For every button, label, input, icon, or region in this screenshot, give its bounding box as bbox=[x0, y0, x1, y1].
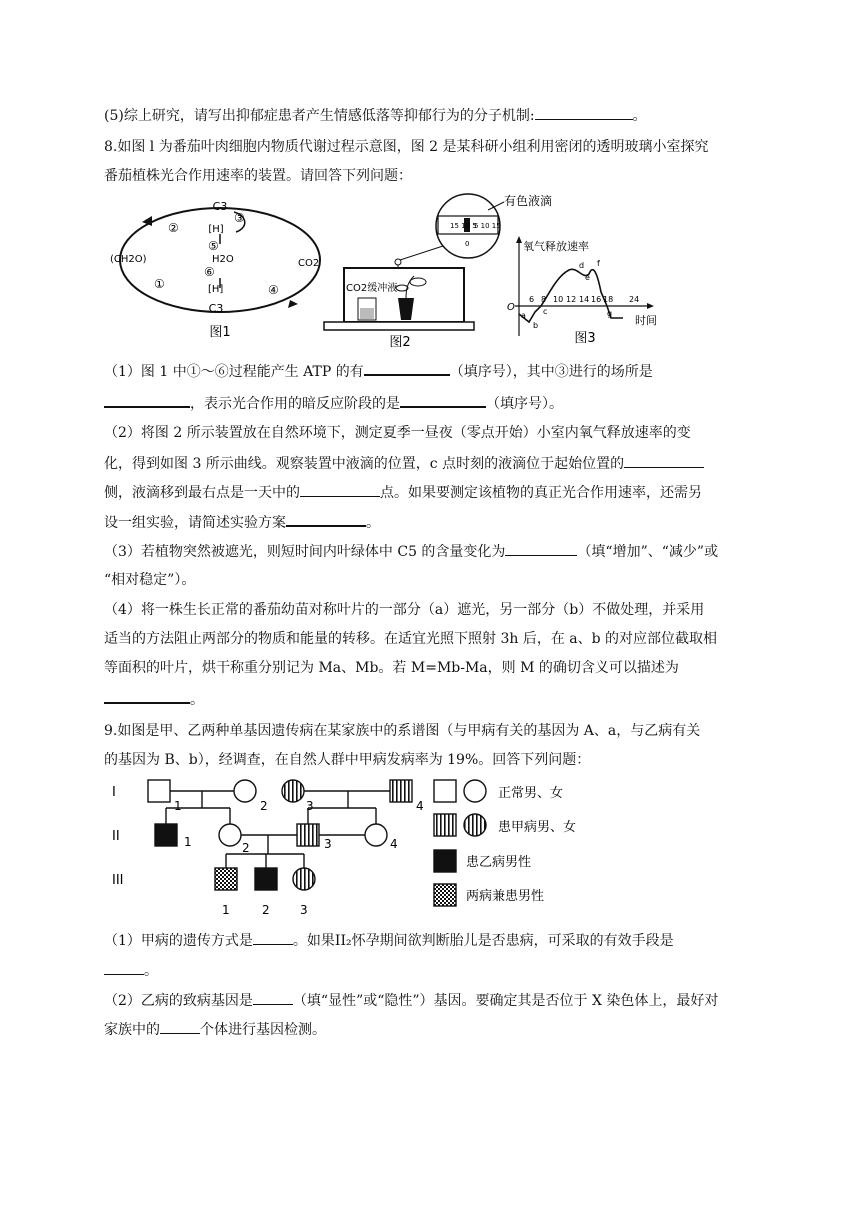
text-line bbox=[104, 750, 590, 770]
pedigree-id-label: 3 bbox=[306, 799, 314, 813]
answer-blank[interactable] bbox=[624, 453, 704, 468]
text-line bbox=[104, 600, 704, 620]
figure-1-metabolism-cycle bbox=[108, 196, 338, 346]
gen-label-i: I bbox=[112, 785, 116, 800]
text-segment: 个体进行基因检测。 bbox=[200, 1022, 326, 1038]
fig1-h2o: H2O bbox=[212, 254, 234, 265]
fig3-point-e: e bbox=[585, 273, 590, 282]
text-segment: （2）乙病的致病基因是 bbox=[104, 993, 253, 1009]
text-segment: 化，得到如图 3 所示曲线。观察装置中液滴的位置，c 点时刻的液滴位于起始位置的 bbox=[104, 456, 625, 472]
fig3-xlabel: 时间 bbox=[635, 314, 657, 327]
figure-2-apparatus bbox=[318, 190, 553, 350]
text-segment: 点。如果要测定该植物的真正光合作用速率，还需另 bbox=[380, 485, 702, 501]
pedigree-id-label: 1 bbox=[174, 799, 182, 813]
fig1-ch2o: (CH2O) bbox=[110, 254, 147, 265]
text-line bbox=[104, 105, 647, 126]
fig2-caption: 图2 bbox=[389, 335, 411, 350]
text-segment: 设一组实验，请简述实验方案 bbox=[104, 515, 286, 531]
answer-blank[interactable] bbox=[535, 105, 633, 120]
answer-blank[interactable] bbox=[286, 511, 366, 527]
text-segment: 。如果II₂怀孕期间欲判断胎儿是否患病，可采取的有效手段是 bbox=[292, 933, 674, 949]
answer-blank[interactable] bbox=[253, 930, 293, 945]
pedigree-id-label: 1 bbox=[222, 903, 230, 917]
pedigree-id-label: 2 bbox=[242, 841, 250, 855]
fig1-step-1: ① bbox=[154, 277, 165, 291]
fig1-step-3: ③ bbox=[234, 211, 245, 225]
fig3-caption: 图3 bbox=[574, 331, 596, 346]
fig1-c3-bottom: C3 bbox=[208, 302, 224, 315]
fig3-point-b: b bbox=[533, 321, 539, 330]
legend-disease-b-male: 患乙病男性 bbox=[466, 855, 532, 870]
pedigree-id-label: 2 bbox=[262, 903, 270, 917]
fig3-point-a: a bbox=[521, 311, 526, 320]
answer-blank[interactable] bbox=[160, 1019, 200, 1034]
fig1-step-4: ④ bbox=[268, 283, 279, 297]
fig3-tick-8: 8 bbox=[541, 295, 547, 304]
text-line bbox=[104, 360, 653, 382]
fig3-point-c: c bbox=[543, 307, 548, 316]
fig3-ylabel: 氧气释放速率 bbox=[523, 240, 589, 253]
fig3-tick-10: 10 bbox=[553, 295, 564, 304]
fig2-buffer-label: CO2缓冲液 bbox=[346, 283, 398, 294]
fig2-scale-right: 5 10 15 bbox=[474, 222, 501, 230]
text-line bbox=[104, 721, 700, 741]
fig3-point-g: g bbox=[607, 309, 613, 318]
text-line bbox=[104, 658, 679, 678]
fig2-droplet-label: 有色液滴 bbox=[504, 194, 553, 208]
fig1-co2: CO2 bbox=[298, 258, 320, 269]
fig1-c3-top: C3 bbox=[212, 200, 228, 213]
text-segment: （填序号），其中③进行的场所是 bbox=[449, 364, 653, 380]
text-segment: 。 bbox=[144, 963, 158, 979]
pedigree-id-label: 2 bbox=[260, 799, 268, 813]
text-segment: 9.如图是甲、乙两种单基因遗传病在某家族中的系谱图（与甲病有关的基因为 A、a，与乙病有关 bbox=[104, 723, 701, 739]
answer-blank[interactable] bbox=[104, 960, 144, 975]
fig3-tick-18: 18 bbox=[603, 295, 614, 304]
fig1-caption: 图1 bbox=[209, 325, 231, 340]
text-segment: “相对稳定”）。 bbox=[104, 572, 196, 588]
fig1-step-6: ⑥ bbox=[204, 265, 215, 279]
text-segment: 适当的方法阻止两部分的物质和能量的转移。在适宜光照下照射 3h 后，在 a、b 的对应部位截取相 bbox=[104, 631, 718, 647]
answer-blank[interactable] bbox=[253, 990, 293, 1005]
legend-normal: 正常男、女 bbox=[498, 786, 564, 801]
answer-blank[interactable] bbox=[104, 392, 190, 408]
pedigree-id-label: 4 bbox=[416, 799, 424, 813]
pedigree-chart bbox=[108, 770, 588, 918]
text-line bbox=[104, 541, 718, 562]
fig3-tick-14: 14 bbox=[579, 295, 590, 304]
fig3-tick-12: 12 bbox=[566, 295, 577, 304]
text-segment: 。 bbox=[366, 515, 380, 531]
text-line bbox=[104, 392, 563, 414]
answer-blank[interactable] bbox=[364, 360, 450, 376]
text-line bbox=[104, 482, 702, 503]
text-line bbox=[104, 688, 204, 710]
text-segment: (5)综上研究，请写出抑郁症患者产生情感低落等抑郁行为的分子机制: bbox=[104, 108, 535, 124]
text-segment: 番茄植株光合作用速率的装置。请回答下列问题： bbox=[104, 168, 412, 184]
fig3-tick-16: 16 bbox=[591, 295, 602, 304]
pedigree-id-label: 3 bbox=[324, 837, 332, 851]
fig1-step-2: ② bbox=[168, 221, 179, 235]
fig2-scale-zero: 0 bbox=[465, 240, 470, 248]
text-line bbox=[104, 570, 195, 590]
fig2-scale-left: 15 10 5 bbox=[450, 222, 477, 230]
text-segment: 等面积的叶片，烘干称重分别记为 Ma、Mb。若 M=Mb-Ma，则 M 的确切含义可以描述为 bbox=[104, 660, 679, 676]
fig3-tick-6: 6 bbox=[529, 295, 535, 304]
text-segment: （填序号）。 bbox=[486, 396, 563, 412]
pedigree-id-label: 3 bbox=[300, 903, 308, 917]
gen-label-ii: II bbox=[112, 829, 120, 844]
text-line bbox=[104, 930, 674, 951]
text-segment: （4）将一株生长正常的番茄幼苗对称叶片的一部分（a）遮光，另一部分（b）不做处理，并采用 bbox=[104, 602, 705, 618]
pedigree-id-label: 1 bbox=[184, 835, 192, 849]
pedigree-id-label: 4 bbox=[390, 837, 398, 851]
fig3-tick-24: 24 bbox=[629, 295, 640, 304]
text-segment: 8.如图 l 为番茄叶肉细胞内物质代谢过程示意图，图 2 是某科研小组利用密闭的透明玻璃小室探究 bbox=[104, 139, 709, 155]
legend-both-male: 两病兼患男性 bbox=[466, 889, 545, 904]
legend-disease-a: 患甲病男、女 bbox=[498, 820, 577, 835]
text-segment: （填“显性”或“隐性”）基因。要确定其是否位于 X 染色体上，最好对 bbox=[292, 993, 719, 1009]
text-segment: 侧，液滴移到最右点是一天中的 bbox=[104, 485, 300, 501]
text-line bbox=[104, 960, 158, 981]
fig1-h-bottom: [H] bbox=[208, 284, 224, 295]
text-line bbox=[104, 137, 709, 157]
text-segment: 。 bbox=[632, 108, 647, 124]
figure-3-o2-curve bbox=[505, 234, 675, 346]
text-line bbox=[104, 629, 717, 649]
text-line bbox=[104, 453, 704, 474]
text-segment: （1）图 1 中①～⑥过程能产生 ATP 的有 bbox=[104, 364, 364, 380]
fig1-h-top: [H] bbox=[208, 224, 224, 235]
fig3-origin: O bbox=[507, 302, 515, 313]
text-segment: （填“增加”、“减少”或 bbox=[577, 544, 719, 560]
text-segment: 。 bbox=[190, 692, 204, 708]
text-segment: （1）甲病的遗传方式是 bbox=[104, 933, 253, 949]
text-segment: （2）将图 2 所示装置放在自然环境下，测定夏季一昼夜（零点开始）小室内氧气释放速率的变 bbox=[104, 425, 691, 441]
text-segment: ，表示光合作用的暗反应阶段的是 bbox=[190, 396, 400, 412]
text-segment: （3）若植物突然被遮光，则短时间内叶绿体中 C5 的含量变化为 bbox=[104, 544, 506, 560]
answer-blank[interactable] bbox=[400, 392, 486, 408]
fig3-point-f: f bbox=[597, 259, 600, 268]
answer-blank[interactable] bbox=[300, 482, 380, 497]
answer-blank[interactable] bbox=[104, 688, 190, 704]
gen-label-iii: III bbox=[112, 873, 124, 888]
text-line bbox=[104, 1019, 326, 1040]
text-line bbox=[104, 166, 412, 186]
fig1-step-5: ⑤ bbox=[208, 239, 219, 253]
text-segment: 的基因为 B、b），经调查，在自然人群中甲病发病率为 19%。回答下列问题： bbox=[104, 752, 591, 768]
answer-blank[interactable] bbox=[505, 541, 577, 556]
text-line bbox=[104, 423, 691, 443]
text-line bbox=[104, 990, 718, 1011]
text-segment: 家族中的 bbox=[104, 1022, 160, 1038]
text-line bbox=[104, 511, 380, 533]
fig3-point-d: d bbox=[579, 261, 585, 270]
